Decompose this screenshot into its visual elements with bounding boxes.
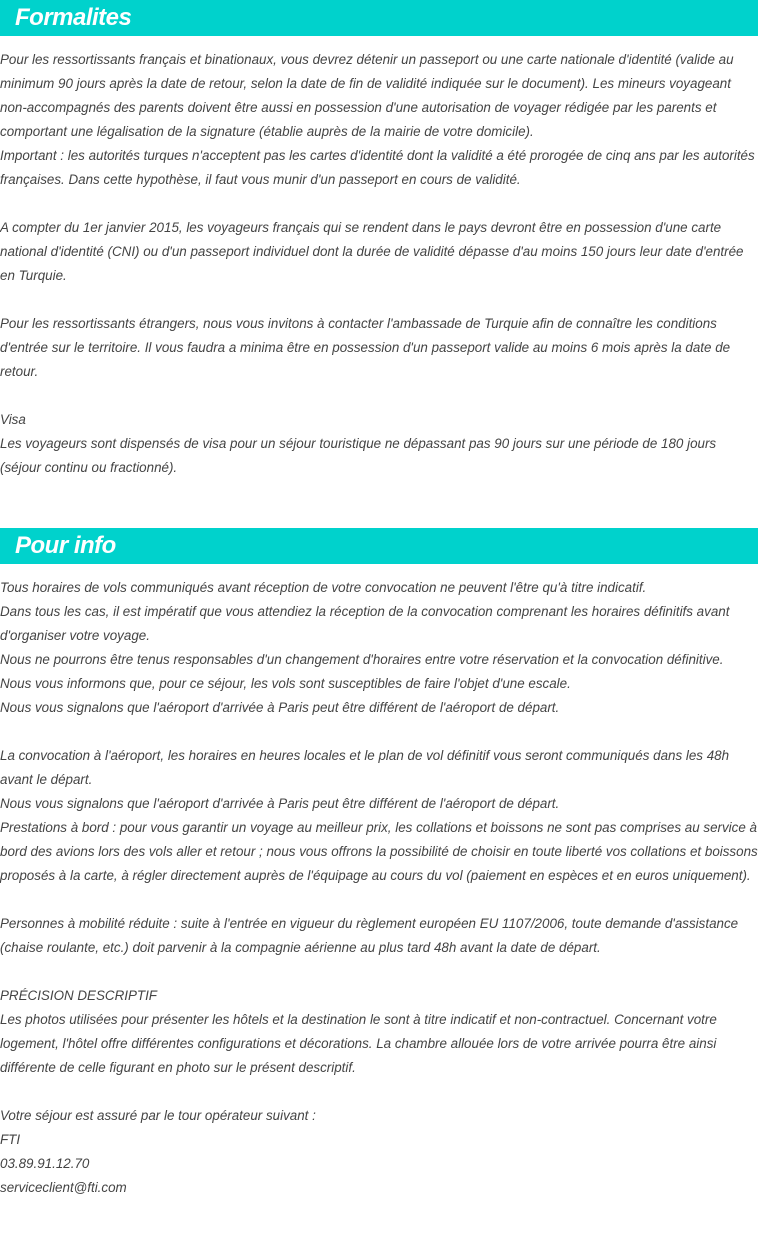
blank-line (0, 384, 758, 408)
paragraph: La convocation à l'aéroport, les horaires en heures locales et le plan de vol définitif vous seront communiqués dans les 48h avant le départ. (0, 748, 730, 787)
paragraph: PRÉCISION DESCRIPTIF (0, 988, 157, 1003)
blank-line (0, 1080, 758, 1104)
blank-line (0, 960, 758, 984)
blank-line (0, 888, 758, 912)
paragraph: A compter du 1er janvier 2015, les voyageurs français qui se rendent dans le pays devront être en possession d'une carte national d'identité (CNI) ou d'un passeport individuel dont la durée de validité dépasse d'au moins 150 jours leur date d'entrée en Turquie. (0, 220, 744, 283)
blank-line (0, 720, 758, 744)
paragraph: Nous vous informons que, pour ce séjour, les vols sont susceptibles de faire l'objet d'une escale. (0, 676, 571, 691)
section-header (0, 528, 758, 564)
section-body (0, 36, 758, 480)
paragraph: Nous ne pourrons être tenus responsables d'un changement d'horaires entre votre réservation et la convocation définitive. (0, 652, 724, 667)
pour-info-section (0, 528, 758, 1200)
paragraph: Pour les ressortissants étrangers, nous vous invitons à contacter l'ambassade de Turquie afin de connaître les conditions d'entrée sur le territoire. Il vous faudra a minima être en possession d'un passeport valide au moins 6 mois après la date de retour. (0, 316, 731, 379)
blank-line (0, 288, 758, 312)
section-header (0, 0, 758, 36)
section-title: Pour info (15, 532, 116, 559)
paragraph: FTI (0, 1132, 21, 1147)
paragraph: Prestations à bord : pour vous garantir un voyage au meilleur prix, les collations et boissons ne sont pas comprises au service à bord des avions lors des vols aller et retour ; nous vous offrons la possibilité de choisir en toute liberté vos collations et boissons proposés à la carte, à régler directement auprès de l'équipage au cours du vol (paiement en espèces et en euros uniquement). (0, 820, 758, 883)
blank-line (0, 192, 758, 216)
paragraph: Les photos utilisées pour présenter les hôtels et la destination le sont à titre indicatif et non-contractuel. Concernant votre logement, l'hôtel offre différentes configurations et décorations. La chambre allouée lors de votre arrivée pourra être ainsi différente de celle figurant en photo sur le présent descriptif. (0, 1012, 717, 1075)
section-title: Formalites (15, 4, 132, 31)
paragraph: 03.89.91.12.70 (0, 1156, 90, 1171)
paragraph: Tous horaires de vols communiqués avant réception de votre convocation ne peuvent l'être qu'à titre indicatif. (0, 580, 647, 595)
formalites-section (0, 0, 758, 480)
paragraph: Important : les autorités turques n'acceptent pas les cartes d'identité dont la validité a été prorogée de cinq ans par les autorités françaises. Dans cette hypothèse, il faut vous munir d'un passeport en cours de validité. (0, 148, 755, 187)
paragraph: serviceclient@fti.com (0, 1180, 127, 1195)
paragraph: Nous vous signalons que l'aéroport d'arrivée à Paris peut être différent de l'aéroport de départ. (0, 796, 560, 811)
paragraph: Nous vous signalons que l'aéroport d'arrivée à Paris peut être différent de l'aéroport de départ. (0, 700, 560, 715)
section-body (0, 564, 758, 1200)
paragraph: Visa (0, 412, 26, 427)
paragraph: Votre séjour est assuré par le tour opérateur suivant : (0, 1108, 316, 1123)
paragraph: Dans tous les cas, il est impératif que vous attendiez la réception de la convocation comprenant les horaires définitifs avant d'organiser votre voyage. (0, 604, 730, 643)
paragraph: Les voyageurs sont dispensés de visa pour un séjour touristique ne dépassant pas 90 jours sur une période de 180 jours (séjour continu ou fractionné). (0, 436, 717, 475)
paragraph: Pour les ressortissants français et binationaux, vous devrez détenir un passeport ou une carte nationale d'identité (valide au minimum 90 jours après la date de retour, selon la date de fin de validité indiquée sur le document). Les mineurs voyageant non-accompagnés des parents doivent être aussi en possession d'une autorisation de voyager rédigée par les parents et comportant une légalisation de la signature (établie auprès de la mairie de votre domicile). (0, 52, 734, 139)
paragraph: Personnes à mobilité réduite : suite à l'entrée en vigueur du règlement européen EU 1107/2006, toute demande d'assistance (chaise roulante, etc.) doit parvenir à la compagnie aérienne au plus tard 48h avant la date de départ. (0, 916, 739, 955)
